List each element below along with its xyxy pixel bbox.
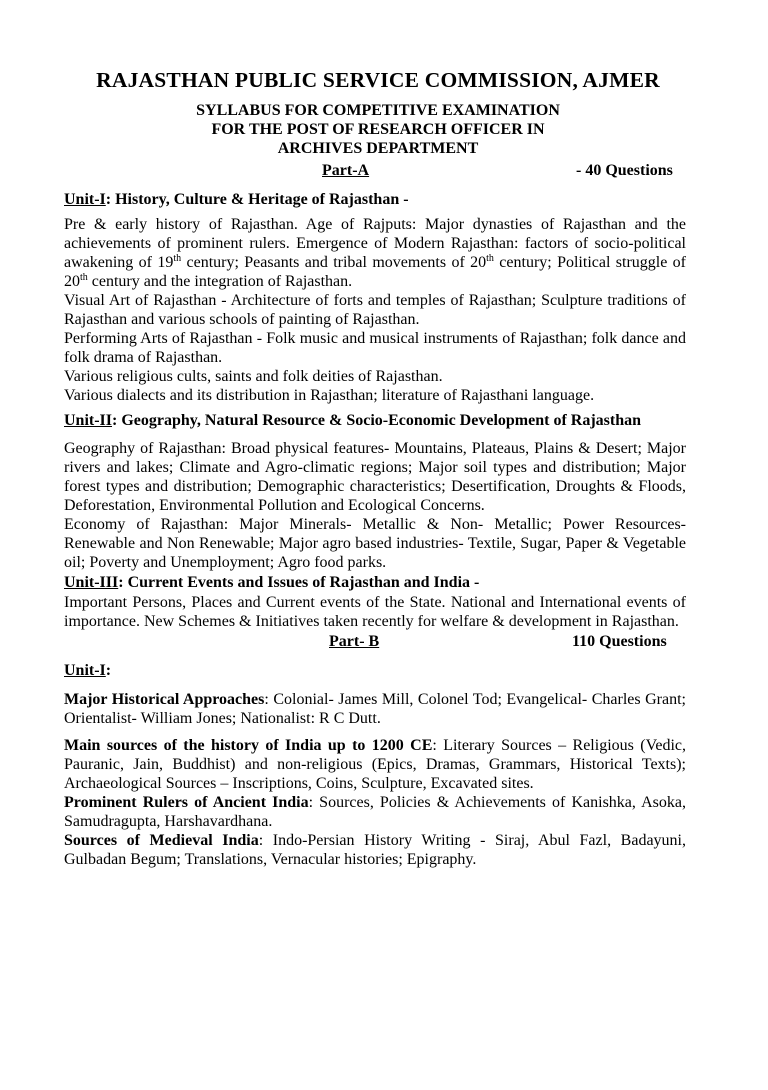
part-a-unit-1-paragraph-3: Performing Arts of Rajasthan - Folk music and musical instruments of Rajasthan; folk dance and folk drama of Rajasthan. [64, 330, 686, 366]
part-a-unit-3-heading [64, 573, 686, 593]
part-b-unit-1-heading [64, 661, 686, 681]
part-a-unit-1-heading [64, 190, 686, 210]
part-a-unit-1-paragraph-1: Pre & early history of Rajasthan. Age of Rajputs: Major dynasties of Rajasthan and the achievements of prominent rulers. Emergence of Modern Rajasthan: factors of socio-political awakening of 19th century; Peasants and tribal movements of 20th century; Political struggle of 20th century and the integration of Rajasthan. [64, 216, 687, 290]
part-b-heading [64, 631, 686, 653]
part-b-unit-1-section-3: Prominent Rulers of Ancient India: Sources, Policies & Achievements of Kanishka, Asoka, Samudragupta, Harshavardhana. [64, 794, 687, 830]
part-b-question-count: 110 Questions [572, 633, 667, 650]
part-b-name: Part- B [329, 633, 380, 650]
subtitle-line-3: ARCHIVES DEPARTMENT [277, 140, 479, 157]
unit-title: : History, Culture & Heritage of Rajasthan - [105, 191, 409, 208]
part-a-unit-2-paragraph-2: Economy of Rajasthan: Major Minerals- Metallic & Non- Metallic; Power Resources- Renewable and Non Renewable; Major agro based industries- Textile, Sugar, Paper & Vegetable oil; Poverty and Unemployment; Agro food parks. [64, 516, 686, 571]
unit-colon: : [105, 662, 112, 679]
part-b-unit-1-section-1: Major Historical Approaches: Colonial- James Mill, Colonel Tod; Evangelical- Charles Grant; Orientalist- William Jones; Nationalist: R C Dutt. [64, 691, 686, 727]
part-a-unit-1-paragraph-2: Visual Art of Rajasthan - Architecture of forts and temples of Rajasthan; Sculpture traditions of Rajasthan and various schools of painting of Rajasthan. [64, 292, 686, 328]
part-a-unit-2-paragraph-1: Geography of Rajasthan: Broad physical features- Mountains, Plateaus, Plains & Desert; Major rivers and lakes; Climate and Agro-climatic regions; Major soil types and distribution; Major forest types and distribution; Demographic characteristics; Desertification, Droughts & Floods, Deforestation, Environmental Pollution and Ecological Concerns. [64, 440, 686, 514]
part-a-heading [64, 160, 686, 182]
part-b-unit-1-section-4: Sources of Medieval India: Indo-Persian History Writing - Siraj, Abul Fazl, Badayuni, Gulbadan Begum; Translations, Vernacular histories; Epigraphy. [64, 832, 686, 868]
part-a-unit-3-paragraph-1: Important Persons, Places and Current events of the State. National and International events of importance. New Schemes & Initiatives taken recently for welfare & development in Rajasthan. [64, 594, 686, 630]
unit-label: Unit-I [64, 191, 106, 208]
unit-label: Unit-I [64, 662, 106, 679]
part-a-unit-1-paragraph-5: Various dialects and its distribution in Rajasthan; literature of Rajasthani language. [64, 387, 595, 404]
part-b-unit-1-section-2: Main sources of the history of India up to 1200 CE: Literary Sources – Religious (Vedic, Pauranic, Jain, Buddhist) and non-religious (Epics, Dramas, Grammars, Historical Texts); Archaeological Sources – Inscriptions, Coins, Sculpture, Excavated sites. [64, 737, 686, 792]
syllabus-page [0, 66, 768, 1090]
subtitle-line-1: SYLLABUS FOR COMPETITIVE EXAMINATION [196, 102, 560, 119]
document-title: RAJASTHAN PUBLIC SERVICE COMMISSION, AJMER [96, 68, 660, 92]
unit-title: : Geography, Natural Resource & Socio-Economic Development of Rajasthan [112, 412, 641, 429]
unit-label: Unit-II [64, 412, 113, 429]
part-a-unit-2-heading [64, 411, 686, 431]
subtitle-line-2: FOR THE POST OF RESEARCH OFFICER IN [211, 121, 545, 138]
part-a-name: Part-A [322, 162, 370, 179]
document-subtitle [64, 101, 686, 158]
part-a-unit-1-paragraph-4: Various religious cults, saints and folk deities of Rajasthan. [64, 368, 443, 385]
part-a-question-count: - 40 Questions [576, 162, 673, 179]
unit-label: Unit-III [64, 574, 119, 591]
unit-title: : Current Events and Issues of Rajasthan and India - [118, 574, 480, 591]
